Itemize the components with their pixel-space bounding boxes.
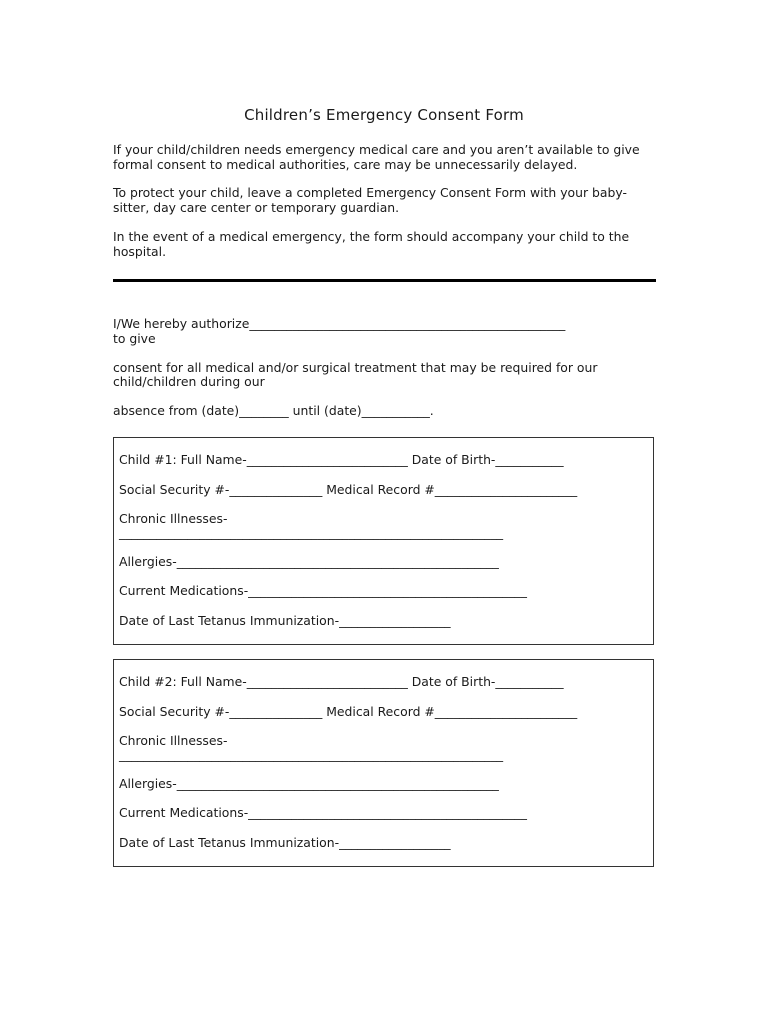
child-1-chronic-illnesses-field[interactable]: ______________________________________________________________ xyxy=(119,525,504,540)
section-divider xyxy=(113,279,656,282)
child-during-line: child/children during our xyxy=(113,374,265,389)
consent-treatment-line: consent for all medical and/or surgical treatment that may be required for our xyxy=(113,360,598,375)
child-2-allergies-field[interactable]: Allergies-____________________________________________________ xyxy=(119,776,499,791)
child-1-ssn-record-field[interactable]: Social Security #-_______________ Medical Record #_______________________ xyxy=(119,482,578,497)
child-1-tetanus-field[interactable]: Date of Last Tetanus Immunization-__________________ xyxy=(119,613,451,628)
intro-paragraph-1: If your child/children needs emergency medical care and you aren’t available to give formal consent to medical authorities, care may be unnecessarily delayed. xyxy=(113,142,640,172)
authorize-line: I/We hereby authorize___________________________________________________ xyxy=(113,316,566,331)
child-2-medications-field[interactable]: Current Medications-_____________________________________________ xyxy=(119,805,527,820)
child-1-section xyxy=(113,437,654,645)
absence-dates-line: absence from (date)________ until (date)___________. xyxy=(113,403,434,418)
form-title: Children’s Emergency Consent Form xyxy=(244,106,524,124)
child-1-medications-field[interactable]: Current Medications-_____________________________________________ xyxy=(119,583,527,598)
child-2-ssn-record-field[interactable]: Social Security #-_______________ Medical Record #_______________________ xyxy=(119,704,578,719)
child-2-tetanus-field[interactable]: Date of Last Tetanus Immunization-__________________ xyxy=(119,835,451,850)
child-2-section xyxy=(113,659,654,867)
child-2-chronic-illnesses-field[interactable]: ______________________________________________________________ xyxy=(119,747,504,762)
intro-paragraph-2: To protect your child, leave a completed Emergency Consent Form with your baby- sitter, day care center or temporary guardian. xyxy=(113,185,627,215)
child-1-full-name-field[interactable]: Child #1: Full Name-__________________________ Date of Birth-___________ xyxy=(119,452,564,467)
child-1-chronic-illnesses-label: Chronic Illnesses- xyxy=(119,511,228,526)
to-give-line: to give xyxy=(113,331,156,346)
child-2-full-name-field[interactable]: Child #2: Full Name-__________________________ Date of Birth-___________ xyxy=(119,674,564,689)
child-2-chronic-illnesses-label: Chronic Illnesses- xyxy=(119,733,228,748)
child-1-allergies-field[interactable]: Allergies-____________________________________________________ xyxy=(119,554,499,569)
intro-paragraph-3: In the event of a medical emergency, the form should accompany your child to the hospital. xyxy=(113,229,630,259)
